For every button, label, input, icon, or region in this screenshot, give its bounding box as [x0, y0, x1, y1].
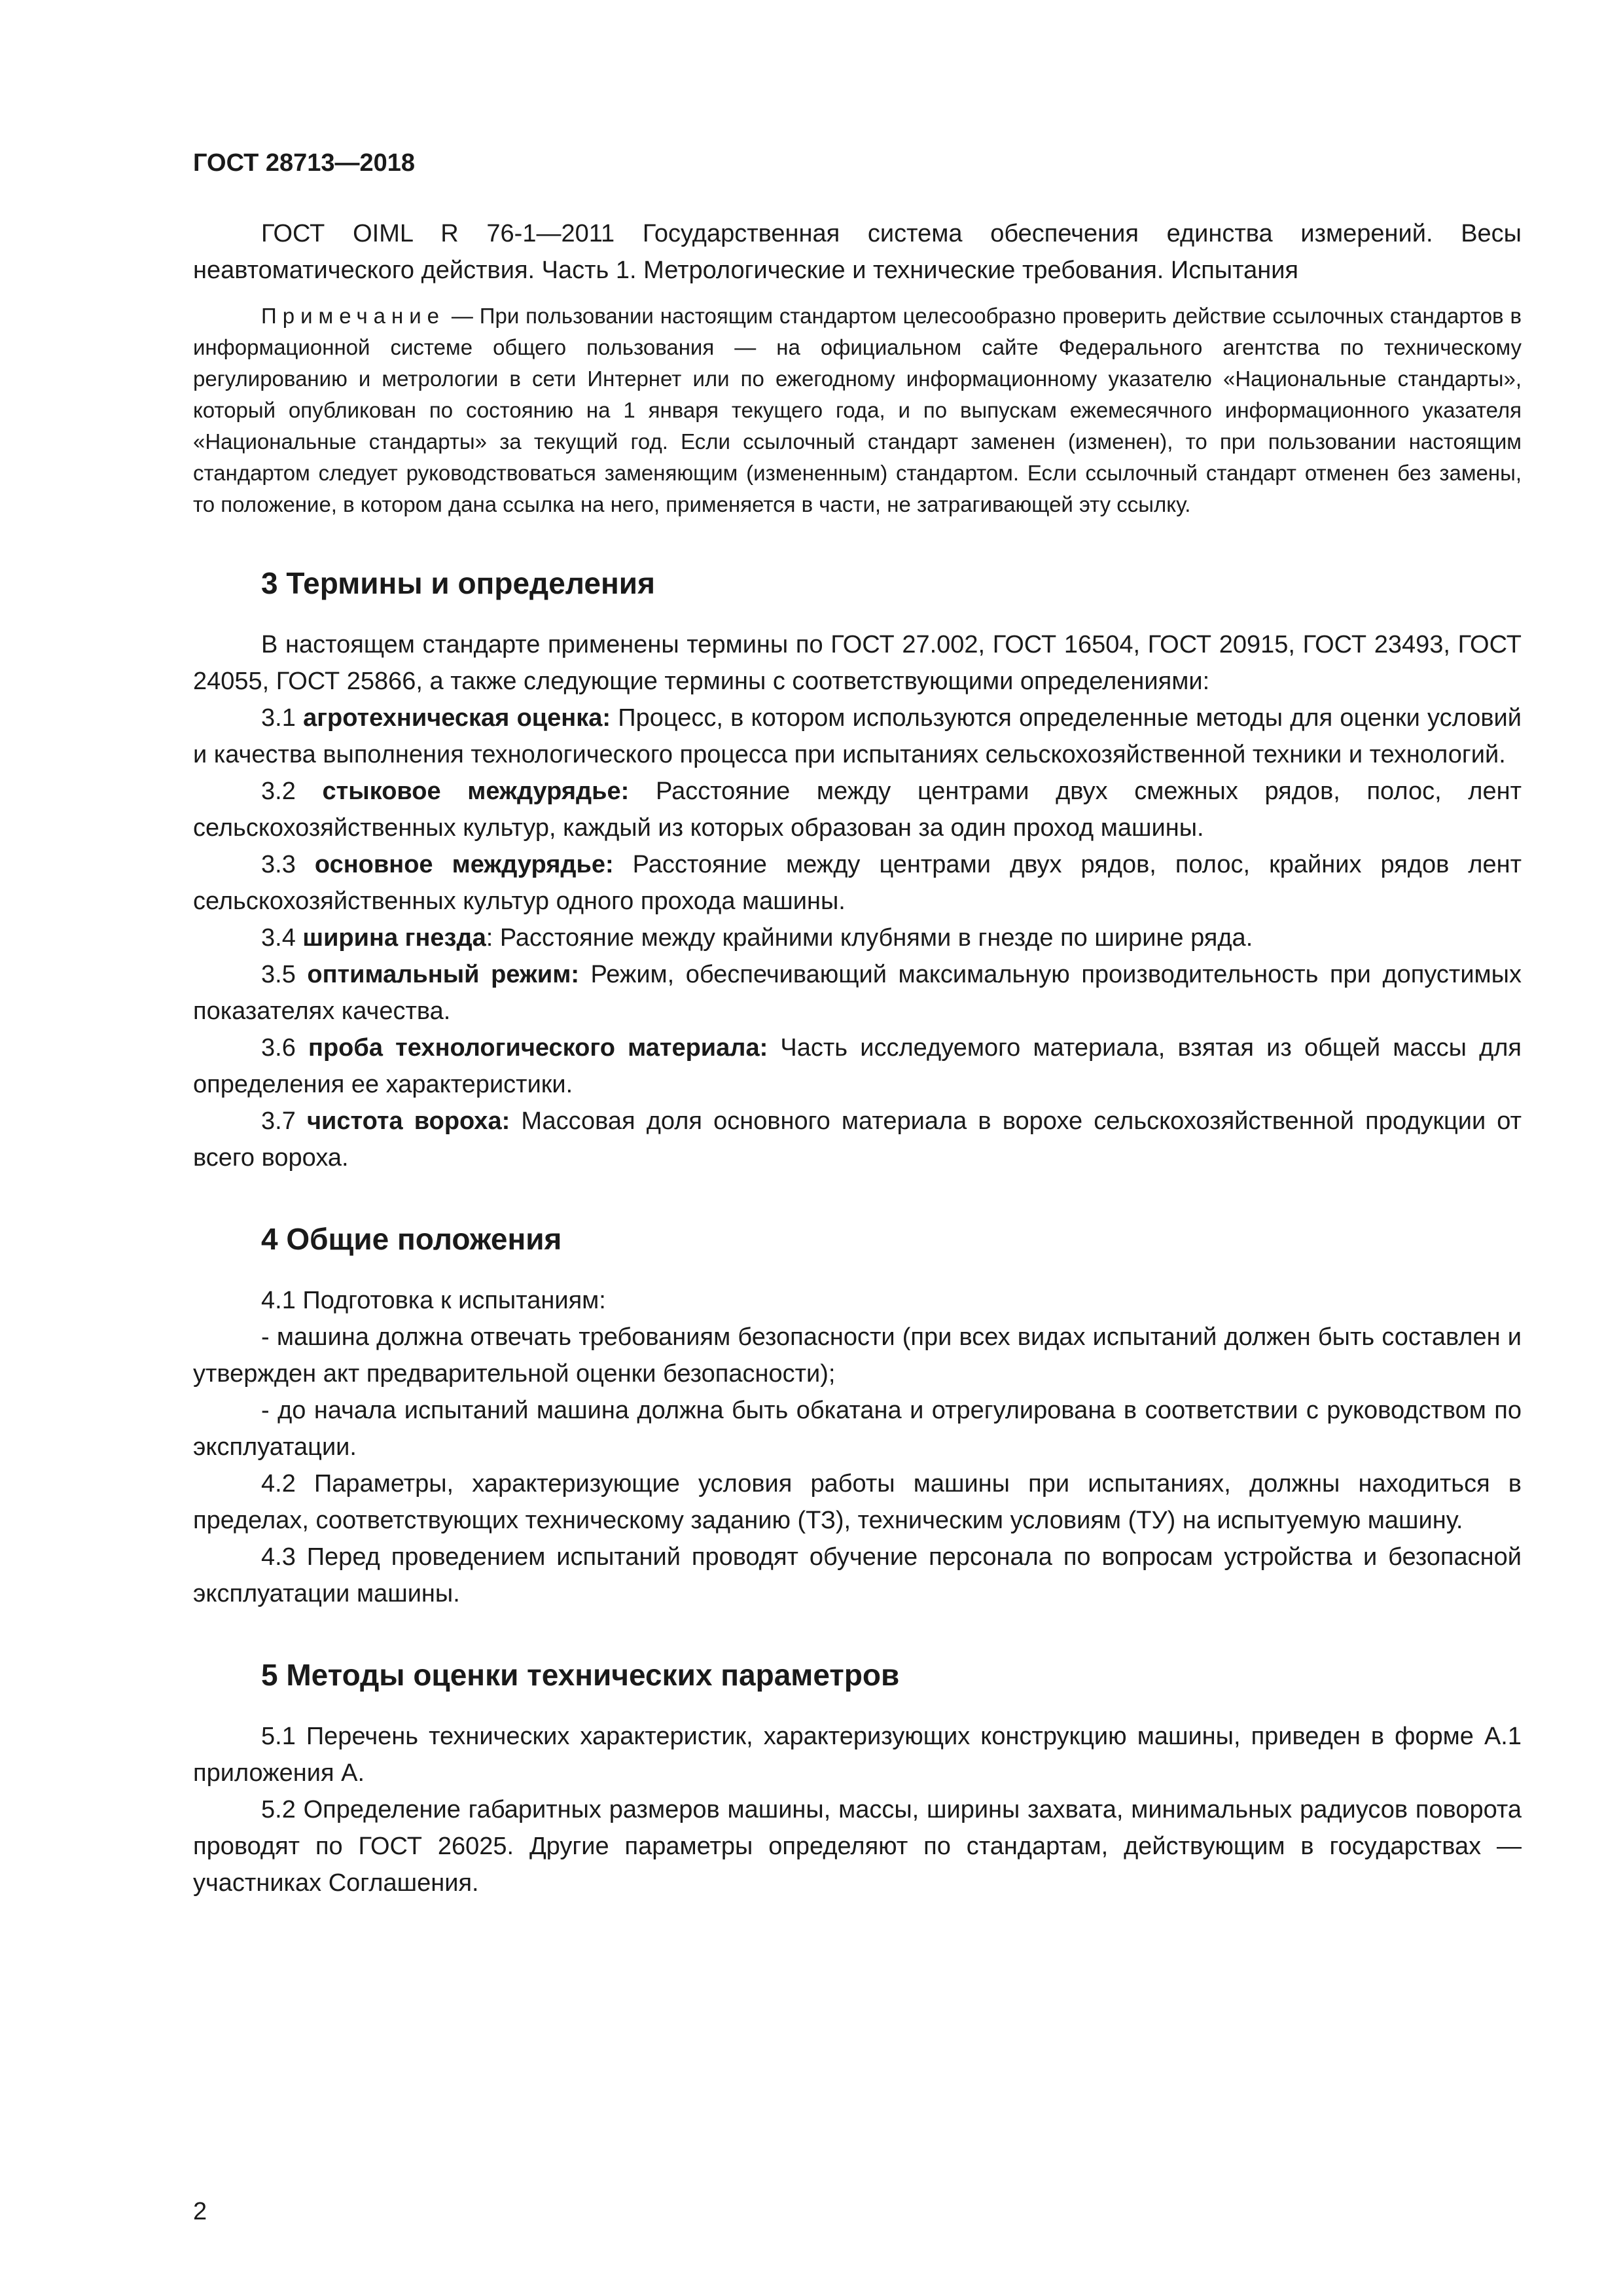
term-3-2 — [193, 773, 1522, 846]
term-name: чистота вороха: — [306, 1107, 510, 1135]
section-4-1-item-adjustment: - до начала испытаний машина должна быть обкатана и отрегулирована в соответствии с руководством по эксплуатации. — [193, 1397, 1522, 1461]
term-number: 3.7 — [261, 1107, 307, 1135]
section-3-intro: В настоящем стандарте применены термины по ГОСТ 27.002, ГОСТ 16504, ГОСТ 20915, ГОСТ 23493, ГОСТ 24055, ГОСТ 25866, а также следующие термины с соответствующими определениями: — [193, 631, 1522, 695]
section-5-1: 5.1 Перечень технических характеристик, характеризующих конструкцию машины, приведен в форме А.1 приложения А. — [193, 1723, 1522, 1787]
references-note — [193, 300, 1522, 520]
page-number: 2 — [193, 2198, 207, 2225]
section-5-2: 5.2 Определение габаритных размеров машины, массы, ширины захвата, минимальных радиусов поворота проводят по ГОСТ 26025. Другие параметры определяют по стандартам, действующим в государствах — участниках Соглашения. — [193, 1796, 1522, 1897]
term-definition: Расстояние между центрами двух рядов, полос, крайних рядов лент сельскохозяйственных культур одного прохода машины. — [193, 851, 1522, 915]
term-number: 3.6 — [261, 1034, 309, 1062]
section-4-3: 4.3 Перед проведением испытаний проводят обучение персонала по вопросам устройства и безопасной эксплуатации машины. — [193, 1543, 1522, 1607]
note-text: — При пользовании настоящим стандартом целесообразно проверить действие ссылочных стандартов в информационной системе общего пользования — на официальном сайте Федерального агентства по техническому регулированию и метрологии в сети Интернет или по ежегодному информационному указателю «Национальные стандарты», который опубликован по состоянию на 1 января текущего года, и по выпускам ежемесячного информационного указателя «Национальные стандарты» за текущий год. Если ссылочный стандарт заменен (изменен), то при пользовании настоящим стандартом следует руководствоваться заменяющим (измененным) стандартом. Если ссылочный стандарт отменен без замены, то положение, в котором дана ссылка на него, применяется в части, не затрагивающей эту ссылку. — [193, 304, 1522, 516]
document-page — [193, 147, 1522, 1901]
term-3-4 — [193, 920, 1522, 956]
term-3-7 — [193, 1103, 1522, 1176]
term-definition: : Расстояние между крайними клубнями в гнезде по ширине ряда. — [486, 924, 1253, 952]
term-3-6 — [193, 1030, 1522, 1103]
term-name: оптимальный режим: — [307, 961, 579, 988]
term-name: проба технологического материала: — [308, 1034, 768, 1062]
section-4-1: 4.1 Подготовка к испытаниям: — [261, 1287, 606, 1314]
document-id-header: ГОСТ 28713—2018 — [193, 149, 416, 177]
term-3-1 — [193, 700, 1522, 773]
section-4-2: 4.2 Параметры, характеризующие условия работы машины при испытаниях, должны находиться в пределах, соответствующих техническому заданию (ТЗ), техническим условиям (ТУ) на испытуемую машину. — [193, 1470, 1522, 1534]
section-4-title: 4 Общие положения — [261, 1222, 562, 1256]
term-definition: Часть исследуемого материала, взятая из общей массы для определения ее характеристики. — [193, 1034, 1522, 1098]
term-name: ширина гнезда — [302, 924, 486, 952]
term-name: основное междурядье: — [314, 851, 614, 878]
term-3-3 — [193, 846, 1522, 920]
section-5-title: 5 Методы оценки технических параметров — [261, 1658, 900, 1692]
term-definition: Режим, обеспечивающий максимальную производительность при допустимых показателях качества. — [193, 961, 1522, 1025]
term-number: 3.3 — [261, 851, 315, 878]
term-number: 3.2 — [261, 778, 323, 805]
term-name: агротехническая оценка: — [303, 704, 611, 732]
term-definition: Расстояние между центрами двух смежных рядов, полос, лент сельскохозяйственных культур, каждый из которых образован за один проход машины. — [193, 778, 1522, 842]
term-definition: Процесс, в котором используются определенные методы для оценки условий и качества выполнения технологического процесса при испытаниях сельскохозяйственной техники и технологий. — [193, 704, 1522, 768]
note-label: Примечание — [261, 304, 446, 328]
term-name: стыковое междурядье: — [322, 778, 630, 805]
term-3-5 — [193, 956, 1522, 1030]
term-number: 3.4 — [261, 924, 303, 952]
term-number: 3.1 — [261, 704, 304, 732]
term-definition: Массовая доля основного материала в ворохе сельскохозяйственной продукции от всего вороха. — [193, 1107, 1522, 1172]
reference-gost-oiml: ГОСТ OIML R 76-1—2011 Государственная система обеспечения единства измерений. Весы неавтоматического действия. Часть 1. Метрологические и технические требования. Испытания — [193, 220, 1522, 284]
term-number: 3.5 — [261, 961, 308, 988]
section-3-title: 3 Термины и определения — [261, 566, 655, 600]
section-4-1-item-safety: - машина должна отвечать требованиям безопасности (при всех видах испытаний должен быть составлен и утвержден акт предварительной оценки безопасности); — [193, 1323, 1522, 1388]
